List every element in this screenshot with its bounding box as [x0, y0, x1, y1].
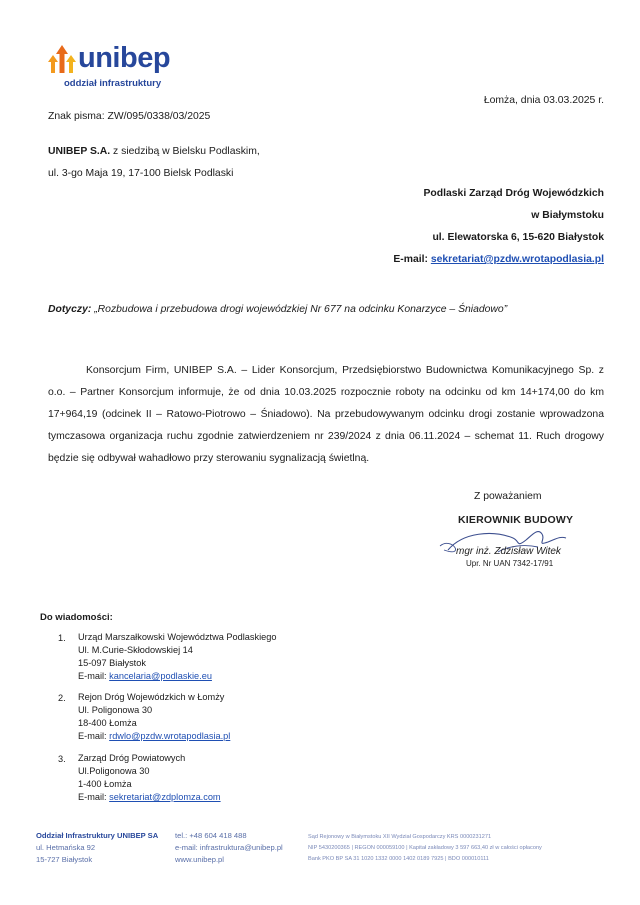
footer-line: Bank PKO BP SA 31 1020 1332 0000 1402 0189 7925 | BDO 000010111 [308, 856, 489, 862]
footer-line: www.unibep.pl [175, 855, 224, 864]
company-logo [44, 40, 194, 95]
cc-line: Ul. Poligonowa 30 [78, 705, 153, 715]
recipient-email-label: E-mail: [393, 254, 431, 265]
cc-line: 15-097 Białystok [78, 658, 146, 668]
cc-line: 18-400 Łomża [78, 718, 137, 728]
cc-line: Urząd Marszałkowski Województwa Podlaskiego [78, 632, 277, 642]
cc-line: Rejon Dróg Wojewódzkich w Łomży [78, 692, 225, 702]
cc-email-link[interactable]: kancelaria@podlaskie.eu [109, 671, 212, 681]
sender-name [48, 145, 260, 159]
footer-line: tel.: +48 604 418 488 [175, 831, 247, 840]
cc-email-label: E-mail: [78, 792, 110, 802]
cc-line: Zarząd Dróg Powiatowych [78, 753, 186, 763]
cc-email-row [78, 730, 230, 743]
cc-address [78, 752, 221, 804]
stamp-license: Upr. Nr UAN 7342-17/91 [466, 559, 554, 568]
footer-contact [175, 830, 283, 866]
logo-subtitle: oddział infrastruktury [64, 78, 162, 89]
subject-label: Dotyczy: [48, 304, 92, 315]
stamp-name: mgr inż. Zdzisław Witek [456, 546, 561, 557]
footer-line: NIP 5430200365 | REGON 000059100 | Kapitał zakładowy 3 597 663,40 zł w całości opłacony [308, 845, 542, 851]
cc-number: 3. [58, 754, 66, 764]
cc-label: Do wiadomości: [40, 612, 113, 623]
logo-wordmark: unibep [78, 42, 171, 74]
cc-number: 2. [58, 693, 66, 703]
recipient-line2: w Białymstoku [531, 210, 604, 221]
recipient-address: ul. Elewatorska 6, 15-620 Białystok [432, 232, 604, 243]
letter-date: Łomża, dnia 03.03.2025 r. [483, 95, 604, 106]
footer-line: ul. Hetmańska 92 [36, 843, 96, 852]
stamp-title: KIEROWNIK BUDOWY [458, 514, 574, 526]
cc-email-link[interactable]: rdwlo@pzdw.wrotapodlasia.pl [109, 731, 231, 741]
sender-seat: z siedzibą w Bielsku Podlaskim, [110, 146, 260, 157]
recipient-email-row [393, 253, 604, 267]
cc-line: 1-400 Łomża [78, 779, 132, 789]
footer-line: e-mail: infrastruktura@unibep.pl [175, 843, 283, 852]
sender-address: ul. 3-go Maja 19, 17-100 Bielsk Podlaski [48, 168, 234, 179]
subject-text: „Rozbudowa i przebudowa drogi wojewódzkiej Nr 677 na odcinku Konarzyce – Śniadowo” [91, 304, 508, 315]
recipient-email-link[interactable]: sekretariat@pzdw.wrotapodlasia.pl [430, 254, 604, 265]
subject-line [48, 303, 507, 317]
cc-email-row [78, 670, 276, 683]
cc-email-link[interactable]: sekretariat@zdplomza.com [109, 792, 221, 802]
cc-address [78, 631, 276, 683]
recipient-line1: Podlaski Zarząd Dróg Wojewódzkich [423, 188, 604, 199]
cc-number: 1. [58, 633, 66, 643]
footer-line: 15-727 Białystok [36, 855, 93, 864]
logo-arrows-icon [44, 42, 78, 76]
footer-line: Sąd Rejonowy w Białymstoku XII Wydział Gospodarczy KRS 0000231271 [308, 834, 492, 840]
footer-address [36, 830, 158, 866]
cc-line: Ul.Poligonowa 30 [78, 766, 150, 776]
cc-email-label: E-mail: [78, 731, 110, 741]
cc-email-label: E-mail: [78, 671, 110, 681]
footer-line: Oddział Infrastruktury UNIBEP SA [36, 831, 159, 840]
cc-address [78, 691, 230, 743]
reference-number: Znak pisma: ZW/095/0338/03/2025 [48, 111, 211, 122]
signature-stamp [430, 510, 590, 570]
cc-email-row [78, 791, 221, 804]
letter-body [48, 360, 604, 470]
closing: Z poważaniem [474, 491, 542, 502]
footer-registration [308, 832, 542, 865]
cc-line: Ul. M.Curie-Skłodowskiej 14 [78, 645, 193, 655]
body-paragraph: Konsorcjum Firm, UNIBEP S.A. – Lider Konsorcjum, Przedsiębiorstwo Budownictwa Komunikacyjnego Sp. z o.o. – Partner Konsorcjum informuje, że od dnia 10.03.2025 rozpocznie roboty na odcinku od km 14+174,00 do km 17+964,19 (odcinek II – Ratowo-Piotrowo – Śniadowo). Na przebudowywanym odcinku drogi zostanie wprowadzona tymczasowa organizacja ruchu zgodnie zatwierdzeniem nr 239/2024 z dnia 06.11.2024 – schemat 11. Ruch drogowy będzie się odbywał wahadłowo przy sterowaniu sygnalizacją świetlną. [48, 365, 604, 464]
sender-company: UNIBEP S.A. [48, 146, 111, 157]
